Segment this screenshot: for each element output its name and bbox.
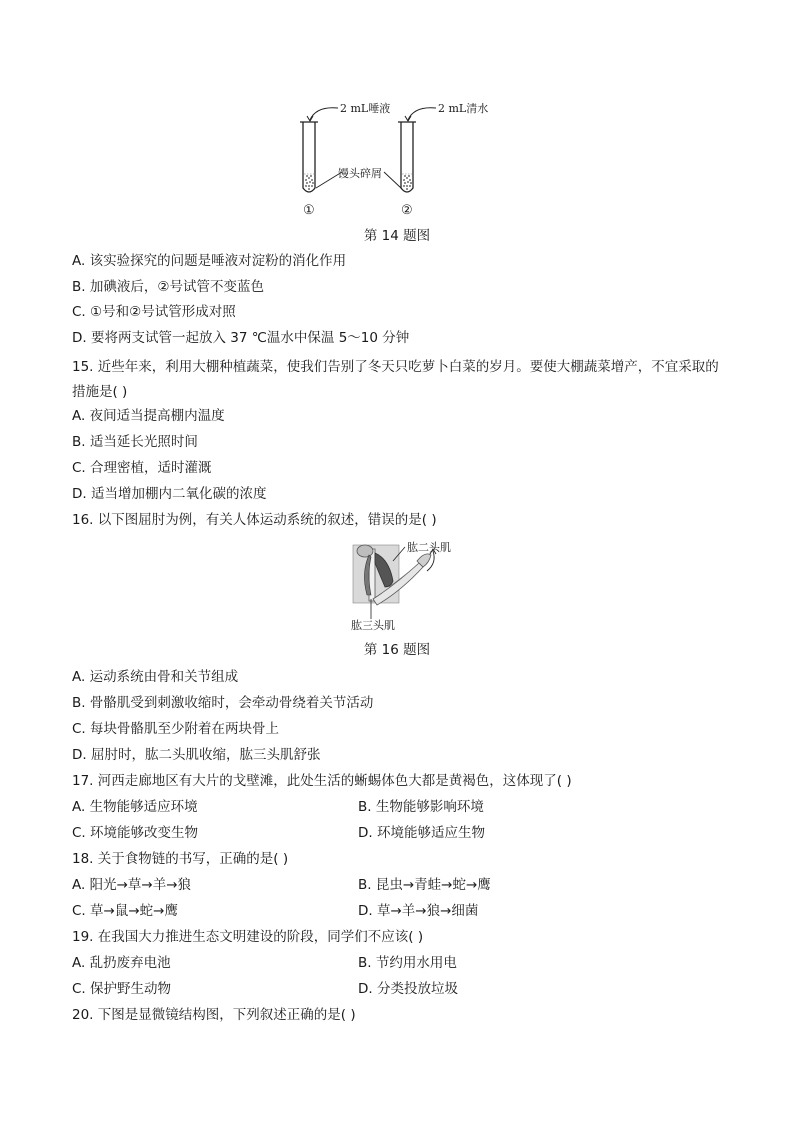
q19-option-c: C. 保护野生动物: [72, 981, 172, 997]
q17-option-b: B. 生物能够影响环境: [358, 799, 484, 815]
q19-option-a: A. 乱扔废弃电池: [72, 955, 171, 971]
q17-option-c: C. 环境能够改变生物: [72, 825, 199, 841]
q16-option-b: B. 骨骼肌受到刺激收缩时，会牵动骨绕着关节活动: [72, 695, 374, 711]
test-tube-2: [398, 122, 416, 192]
q18-option-c: C. 草→鼠→蛇→鹰: [72, 903, 178, 919]
figure-14-caption: 第 14 题图: [363, 228, 431, 244]
figure-16-caption: 第 16 题图: [363, 642, 431, 658]
figure-14-test-tubes: [280, 92, 520, 218]
q19-option-d: D. 分类投放垃圾: [358, 981, 458, 997]
q16-option-c: C. 每块骨骼肌至少附着在两块骨上: [72, 721, 280, 737]
label-biceps: 肱二头肌: [407, 541, 451, 554]
q15-option-d: D. 适当增加棚内二氧化碳的浓度: [72, 486, 267, 502]
q16-option-a: A. 运动系统由骨和关节组成: [72, 669, 239, 685]
q15-option-b: B. 适当延长光照时间: [72, 434, 198, 450]
q14-option-b: B. 加碘液后，②号试管不变蓝色: [72, 279, 264, 295]
q17-option-a: A. 生物能够适应环境: [72, 799, 198, 815]
q18-stem: 18. 关于食物链的书写，正确的是( ): [72, 851, 289, 867]
q18-option-d: D. 草→羊→狼→细菌: [358, 903, 479, 919]
q14-option-a: A. 该实验探究的问题是唾液对淀粉的消化作用: [72, 253, 347, 269]
q20-stem: 20. 下图是显微镜结构图，下列叙述正确的是( ): [72, 1007, 356, 1023]
q18-option-b: B. 昆虫→青蛙→蛇→鹰: [358, 877, 491, 893]
q19-stem: 19. 在我国大力推进生态文明建设的阶段，同学们不应该( ): [72, 929, 424, 945]
q16-option-d: D. 屈肘时，肱二头肌收缩，肱三头肌舒张: [72, 747, 321, 763]
q15-option-c: C. 合理密植，适时灌溉: [72, 460, 212, 476]
q14-option-c: C. ①号和②号试管形成对照: [72, 304, 236, 320]
q19-option-b: B. 节约用水用电: [358, 955, 457, 971]
q14-option-d: D. 要将两支试管一起放入 37 ℃温水中保温 5～10 分钟: [72, 330, 410, 346]
tube-1-number: ①: [303, 203, 315, 218]
q15-stem: 15. 近些年来，利用大棚种植蔬菜，使我们告别了冬天只吃萝卜白菜的岁月。要使大棚蔬菜增产，不宜采取的措施是( ): [72, 359, 719, 400]
figure-16-arm: [345, 537, 465, 634]
tube-2-number: ②: [401, 203, 413, 218]
q15-option-a: A. 夜间适当提高棚内温度: [72, 408, 225, 424]
q17-option-d: D. 环境能够适应生物: [358, 825, 485, 841]
q16-stem: 16. 以下图屈肘为例，有关人体运动系统的叙述，错误的是( ): [72, 512, 437, 528]
q18-option-a: A. 阳光→草→羊→狼: [72, 877, 192, 893]
test-tube-1: [300, 122, 318, 192]
label-water: 2 mL清水: [438, 102, 489, 115]
label-saliva: 2 mL唾液: [340, 102, 391, 115]
label-bread: 馒头碎屑: [338, 167, 382, 180]
q17-stem: 17. 河西走廊地区有大片的戈壁滩，此处生活的蜥蜴体色大都是黄褐色，这体现了( ): [72, 773, 572, 789]
label-triceps: 肱三头肌: [351, 619, 395, 632]
